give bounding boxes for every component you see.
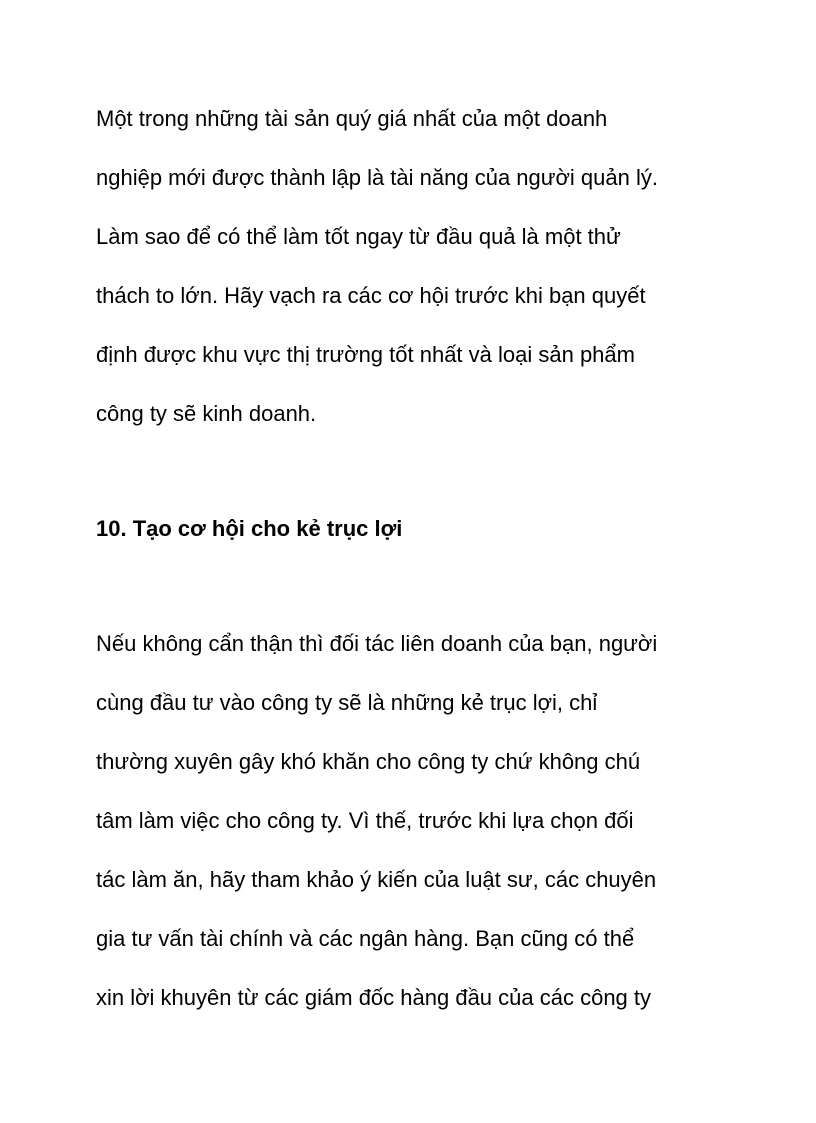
paragraph-2-line: Nếu không cẩn thận thì đối tác liên doanh của bạn, người xyxy=(96,631,658,656)
paragraph-2-line: xin lời khuyên từ các giám đốc hàng đầu của các công ty xyxy=(96,985,652,1010)
paragraph-1-line: Làm sao để có thể làm tốt ngay từ đầu quả là một thử xyxy=(96,224,621,249)
paragraph-2-line: cùng đầu tư vào công ty sẽ là những kẻ trục lợi, chỉ xyxy=(96,690,598,715)
paragraph-2-line: gia tư vấn tài chính và các ngân hàng. Bạn cũng có thể xyxy=(96,926,635,951)
paragraph-1-line: thách to lớn. Hãy vạch ra các cơ hội trước khi bạn quyết xyxy=(96,283,646,308)
paragraph-2-line: tâm làm việc cho công ty. Vì thế, trước khi lựa chọn đối xyxy=(96,808,634,833)
paragraph-1-line: nghiệp mới được thành lập là tài năng của người quản lý. xyxy=(96,165,658,190)
paragraph-2-line: thường xuyên gây khó khăn cho công ty chứ không chú xyxy=(96,749,641,774)
paragraph-1-line: Một trong những tài sản quý giá nhất của một doanh xyxy=(96,106,608,131)
paragraph-2-line: tác làm ăn, hãy tham khảo ý kiến của luật sư, các chuyên xyxy=(96,867,657,892)
paragraph-1-line: định được khu vực thị trường tốt nhất và loại sản phẩm xyxy=(96,342,635,367)
paragraph-1-line: công ty sẽ kinh doanh. xyxy=(96,401,317,426)
section-heading: 10. Tạo cơ hội cho kẻ trục lợi xyxy=(96,516,403,541)
